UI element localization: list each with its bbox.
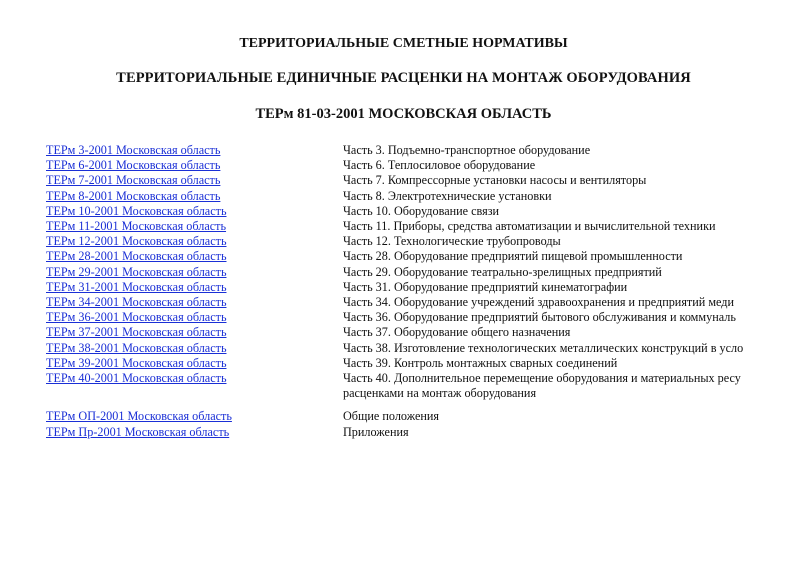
list-item <box>46 265 776 280</box>
part-description: Часть 8. Электротехнические установки <box>343 188 552 203</box>
doc-link[interactable]: ТЕРм 37-2001 Московская область <box>46 325 227 340</box>
parts-list <box>46 143 776 440</box>
part-description: Общие положения <box>343 409 440 424</box>
doc-link[interactable]: ТЕРм 3-2001 Московская область <box>46 143 221 157</box>
header-title-rates: ТЕРРИТОРИАЛЬНЫЕ ЕДИНИЧНЫЕ РАСЦЕНКИ НА МОНТАЖ ОБОРУДОВАНИЯ <box>116 70 691 86</box>
list-item <box>46 409 776 424</box>
list-item <box>46 173 776 188</box>
doc-link[interactable]: ТЕРм 39-2001 Московская область <box>46 355 227 370</box>
part-description: Часть 40. Дополнительное перемещение оборудования и материальных ресу <box>343 371 741 386</box>
list-item <box>46 310 776 325</box>
part-description: Часть 39. Контроль монтажных сварных соединений <box>343 355 618 370</box>
doc-link[interactable]: ТЕРм 10-2001 Московская область <box>46 203 227 218</box>
doc-link-general[interactable]: ТЕРм ОП-2001 Московская область <box>46 409 232 424</box>
part-description: Часть 38. Изготовление технологических металлических конструкций в усло <box>343 340 744 355</box>
doc-link[interactable]: ТЕРм 34-2001 Московская область <box>46 295 227 310</box>
doc-link[interactable]: ТЕРм 29-2001 Московская область <box>46 264 227 279</box>
part-description: Часть 7. Компрессорные установки насосы и вентиляторы <box>343 173 647 188</box>
part-description: расценками на монтаж оборудования <box>343 386 537 401</box>
doc-link[interactable]: ТЕРм 31-2001 Московская область <box>46 279 227 294</box>
part-description: Приложения <box>343 424 409 439</box>
list-item <box>46 425 776 440</box>
part-description: Часть 12. Технологические трубопроводы <box>343 234 561 249</box>
part-description: Часть 11. Приборы, средства автоматизации и вычислительной техники <box>343 219 716 234</box>
doc-link[interactable]: ТЕРм 40-2001 Московская область <box>46 371 227 386</box>
list-item-continuation <box>46 386 776 401</box>
doc-link[interactable]: ТЕРм 6-2001 Московская область <box>46 158 221 173</box>
list-item <box>46 341 776 356</box>
doc-link[interactable]: ТЕРм 11-2001 Московская область <box>46 219 227 234</box>
list-item <box>46 249 776 264</box>
doc-link[interactable]: ТЕРм 28-2001 Московская область <box>46 249 227 264</box>
empty-link-cell <box>46 386 343 401</box>
doc-link[interactable]: ТЕРм 38-2001 Московская область <box>46 340 227 355</box>
part-description: Часть 37. Оборудование общего назначения <box>343 325 571 340</box>
list-item <box>46 295 776 310</box>
doc-link[interactable]: ТЕРм 36-2001 Московская область <box>46 310 227 325</box>
doc-link[interactable]: ТЕРм 7-2001 Московская область <box>46 173 221 188</box>
part-description: Часть 29. Оборудование театрально-зрелищных предприятий <box>343 264 662 279</box>
part-description: Часть 6. Теплосиловое оборудование <box>343 158 536 173</box>
list-item <box>46 143 776 158</box>
part-description: Часть 31. Оборудование предприятий кинематографии <box>343 279 628 294</box>
list-item <box>46 158 776 173</box>
part-description: Часть 3. Подъемно-транспортное оборудование <box>343 143 591 157</box>
list-item <box>46 356 776 371</box>
list-item <box>46 204 776 219</box>
list-item <box>46 325 776 340</box>
doc-link-appendix[interactable]: ТЕРм Пр-2001 Московская область <box>46 424 230 439</box>
header-title-norms: ТЕРРИТОРИАЛЬНЫЕ СМЕТНЫЕ НОРМАТИВЫ <box>239 36 568 51</box>
part-description: Часть 10. Оборудование связи <box>343 203 500 218</box>
list-item <box>46 371 776 386</box>
list-item <box>46 219 776 234</box>
part-description: Часть 34. Оборудование учреждений здравоохранения и предприятий меди <box>343 295 735 310</box>
list-item <box>46 280 776 295</box>
part-description: Часть 28. Оборудование предприятий пищевой промышленности <box>343 249 683 264</box>
doc-link[interactable]: ТЕРм 8-2001 Московская область <box>46 188 221 203</box>
list-item <box>46 234 776 249</box>
list-item <box>46 189 776 204</box>
part-description: Часть 36. Оборудование предприятий бытового обслуживания и коммуналь <box>343 310 736 325</box>
doc-link[interactable]: ТЕРм 12-2001 Московская область <box>46 234 227 249</box>
header-title-code: ТЕРм 81-03-2001 МОСКОВСКАЯ ОБЛАСТЬ <box>255 106 552 122</box>
